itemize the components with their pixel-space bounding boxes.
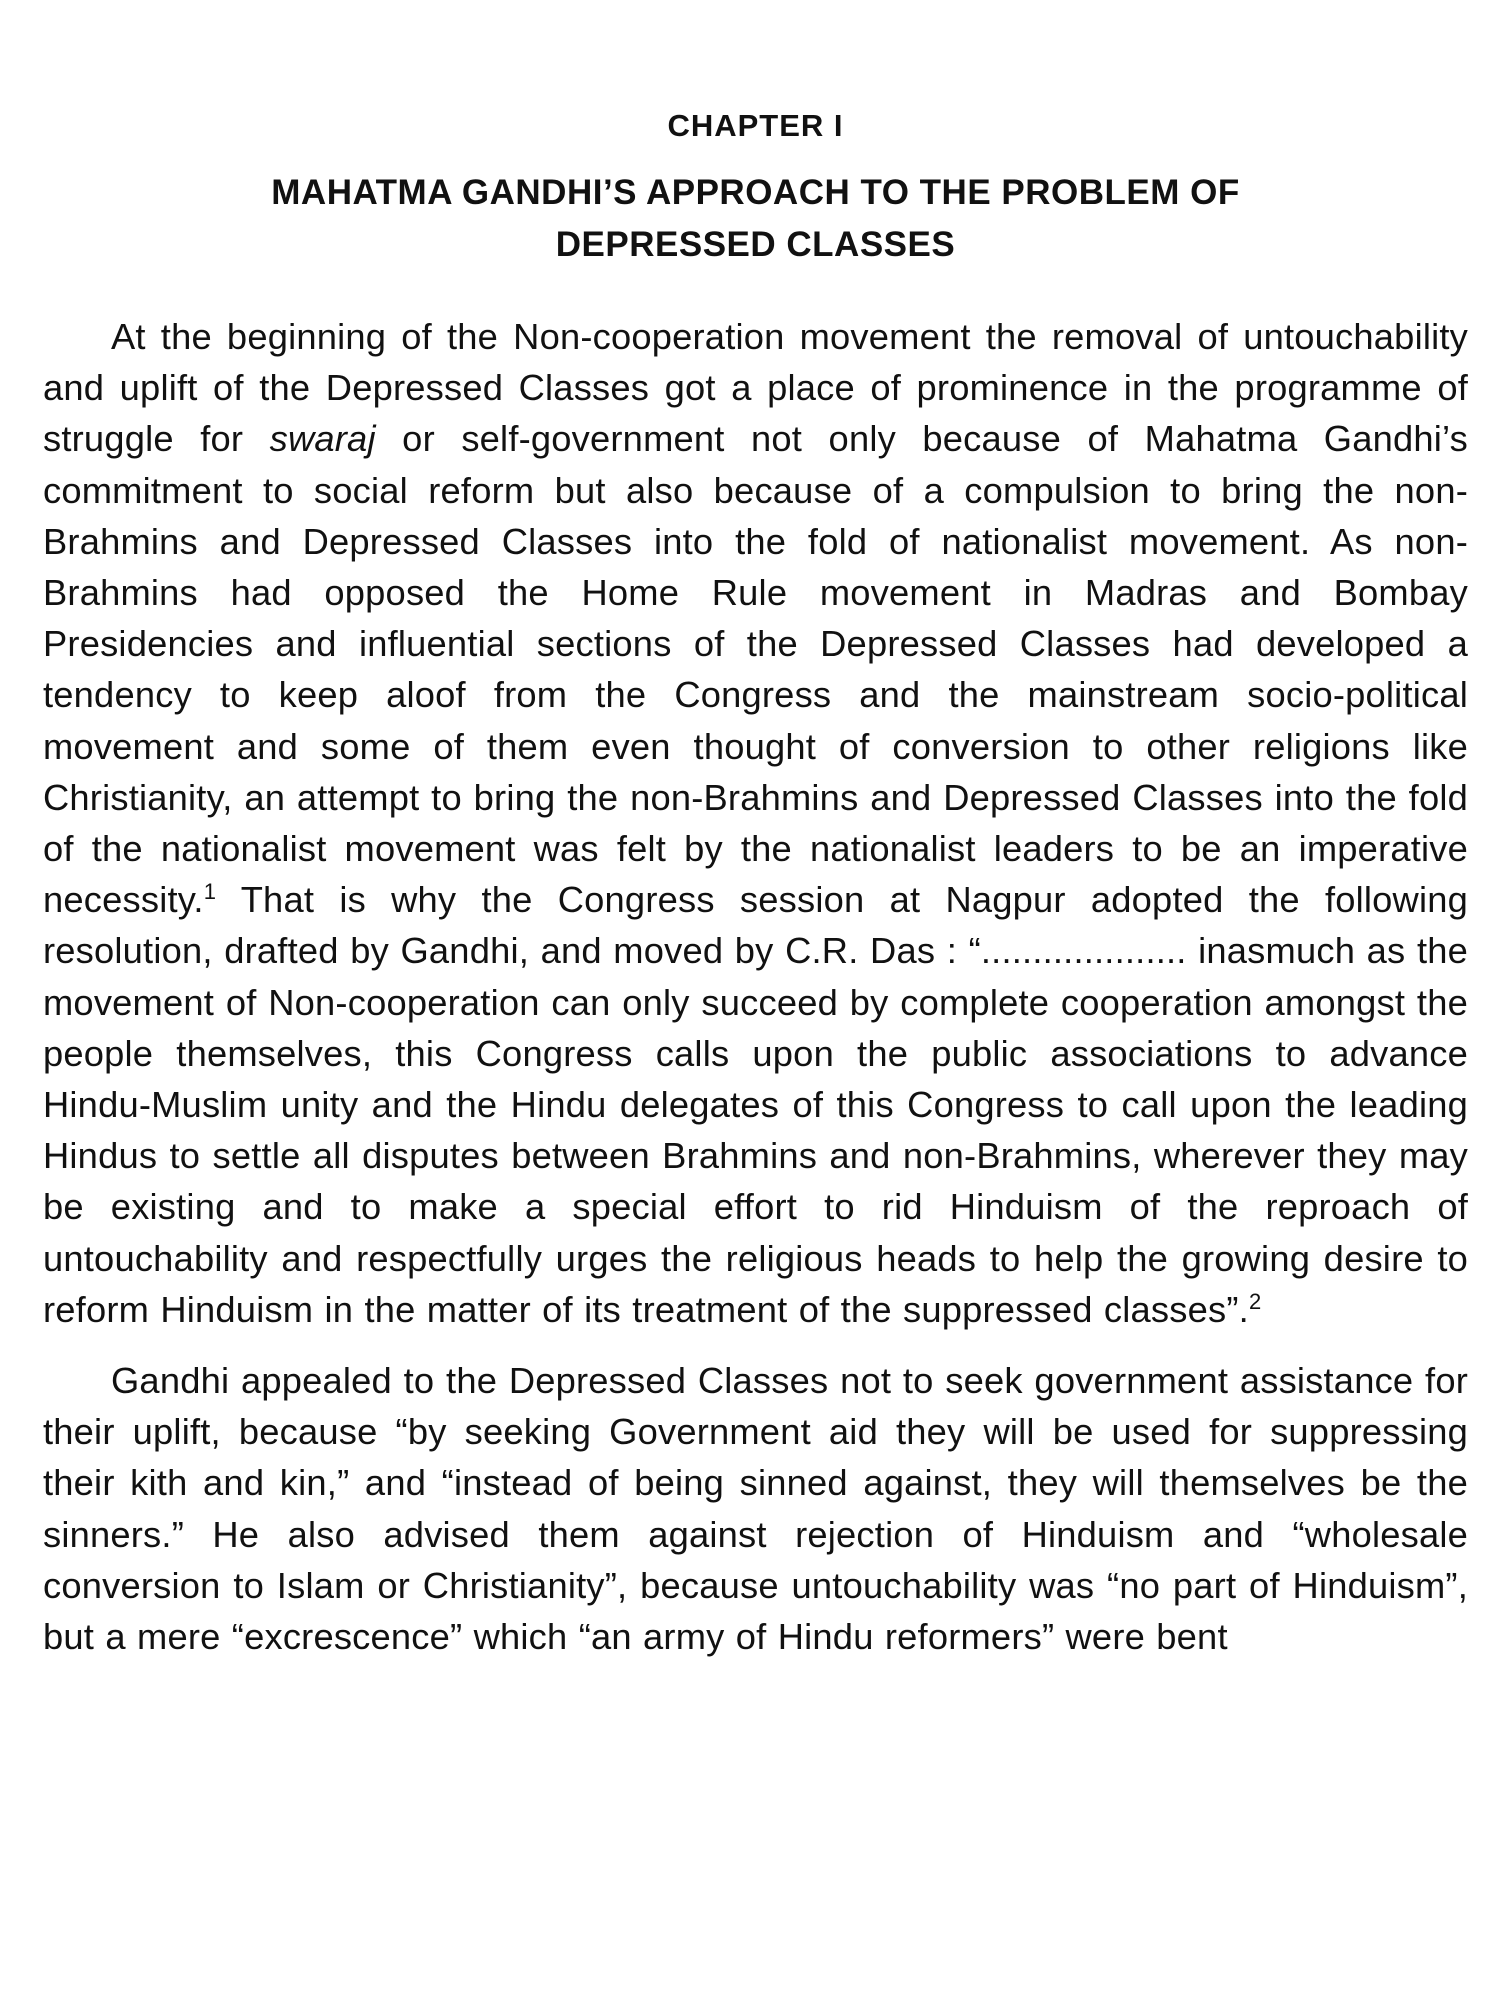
footnote-marker-2: 2 [1248,1288,1262,1314]
paragraph-1-part-3: That is why the Congress session at Nagpur adopted the following resolution, drafted by Gandhi, and moved by C.R. Das : “.................... inasmuch as the movement of Non-cooperation can only succeed by complete cooperation amongst the people themselves, this Congress calls upon the public associations to advance Hindu-Muslim unity and the Hindu delegates of this Congress to call upon the leading Hindus to settle all disputes between Brahmins and non-Brahmins, wherever they may be existing and to make a special effort to rid Hinduism of the reproach of untouchability and respectfully urges the religious heads to help the growing desire to reform Hinduism in the matter of its treatment of the suppressed classes”. [43,879,1468,1330]
chapter-title-line-2: DEPRESSED CLASSES [555,225,956,264]
book-page [43,108,1468,1662]
paragraph-1-part-1: At the beginning of the Non-cooperation movement the removal of untouchability and uplift of the Depressed Classes got a place of prominence in the programme of struggle for [43,316,1468,460]
chapter-label: CHAPTER I [667,108,844,143]
footnote-marker-1: 1 [203,879,217,905]
paragraph-1-part-2: or self-government not only because of Mahatma Gandhi’s commitment to social reform but also because of a compulsion to bring the non-Brahmins and Depressed Classes into the fold of nationalist movement. As non-Brahmins had opposed the Home Rule movement in Madras and Bombay Presidencies and influential sections of the Depressed Classes had developed a tendency to keep aloof from the Congress and the mainstream socio-political movement and some of them even thought of conversion to other religions like Christianity, an attempt to bring the non-Brahmins and Depressed Classes into the fold of the nationalist movement was felt by the nationalist leaders to be an imperative necessity. [43,418,1468,921]
chapter-title-line-1: MAHATMA GANDHI’S APPROACH TO THE PROBLEM OF [271,173,1240,212]
chapter-title [43,167,1468,271]
paragraph-2-text: Gandhi appealed to the Depressed Classes not to seek government assistance for their uplift, because “by seeking Government aid they will be used for suppressing their kith and kin,” and “instead of being sinned against, they will themselves be the sinners.” He also advised them against rejection of Hinduism and “wholesale conversion to Islam or Christianity”, because untouchability was “no part of Hinduism”, but a mere “excrescence” which “an army of Hindu reformers” were bent [43,1360,1468,1658]
paragraph-1-italic-term: swaraj [269,418,376,460]
paragraph-1 [43,311,1468,1335]
paragraph-2 [43,1355,1468,1662]
